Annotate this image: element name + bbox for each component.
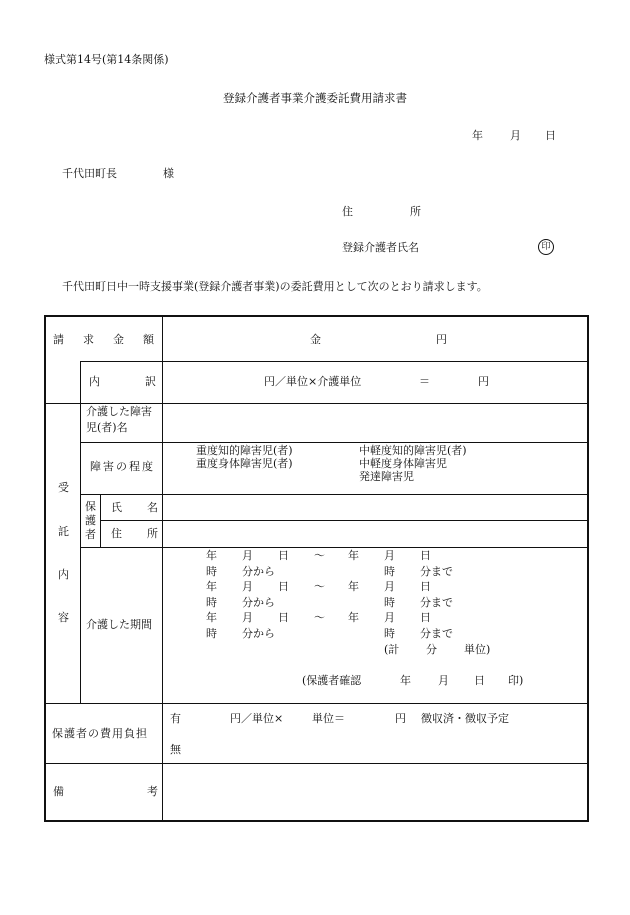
applicant-name-label: 登録介護者氏名	[342, 241, 419, 254]
document-title: 登録介護者事業介護委託費用請求書	[223, 91, 407, 105]
address-label-1: 住	[342, 205, 353, 218]
request-form-table: 請 求 金 額 金 円 内 訳 円／単位×介護単位 ＝ 円 受 託 内 容 介護した障害 児(者)名 障害の程度 重度知的障害児(者) 重度身体障害児(者) 中軽度知的障害児(者) 中軽度身体障害児 発達障害児 保 護 者 氏 名 住 所 介護した期間 年 月 日 ～ 年 月 日 時 分から 時 分まで 年 月 日 ～ 年 月 日 時 分から 時 分まで 年 月 日 ～ 年 月 日 時 分から 時 分まで (計 分 単位) (保護者確認 年 月 日 印) 保護者の費用負担 有 円／単位× 単位＝ 円 徴収済・徴収予定 無 備 考	[44, 315, 589, 822]
guardian-name-label-char: 氏	[111, 501, 122, 514]
disability-option: 中軽度知的障害児(者)	[359, 444, 467, 457]
seal-mark: 印	[538, 239, 554, 255]
date-month-label: 月	[510, 129, 521, 142]
form-number: 様式第14号(第14条関係)	[44, 53, 169, 66]
date-day-label: 日	[545, 129, 556, 142]
child-name-label-line1: 介護した障害	[86, 405, 152, 418]
disability-option: 重度知的障害児(者)	[196, 444, 293, 457]
guardian-name-label-char: 名	[147, 501, 158, 514]
intro-text: 千代田町日中一時支援事業(登録介護者事業)の委託費用として次のとおり請求します。	[62, 280, 488, 293]
child-name-label-line2: 児(者)名	[86, 421, 128, 434]
guardian-address-label-char: 所	[147, 527, 158, 540]
date-year-label: 年	[472, 129, 483, 142]
contract-label-char: 容	[58, 611, 69, 624]
breakdown-label-char: 訳	[145, 375, 156, 388]
contract-label-char: 内	[58, 568, 69, 581]
amount-kin: 金	[310, 333, 321, 346]
guardian-label-char: 保	[85, 500, 96, 513]
remarks-label-char: 備	[53, 785, 64, 798]
breakdown-yen: 円	[478, 375, 489, 388]
breakdown-label-char: 内	[89, 375, 100, 388]
disability-option: 発達障害児	[359, 470, 414, 484]
burden-yen: 円	[395, 712, 406, 725]
burden-no: 無	[170, 743, 181, 756]
guardian-address-label-char: 住	[111, 527, 122, 540]
burden-collection-status: 徴収済・徴収予定	[421, 712, 509, 725]
care-period-label: 介護した期間	[86, 618, 152, 631]
burden-yes: 有	[170, 712, 181, 725]
disability-option: 中軽度身体障害児	[359, 457, 447, 471]
honorific: 様	[163, 167, 174, 180]
guardian-label-char: 者	[85, 528, 96, 541]
contract-label-char: 受	[58, 481, 69, 494]
address-label-2: 所	[410, 205, 421, 218]
amount-yen: 円	[436, 333, 447, 346]
addressee: 千代田町長	[62, 167, 117, 180]
guardian-burden-label: 保護者の費用負担	[52, 727, 148, 740]
amount-label-char: 求	[83, 333, 94, 346]
guardian-label-char: 護	[85, 514, 96, 527]
burden-rate: 円／単位×	[230, 712, 284, 725]
amount-label-char: 金	[113, 333, 124, 346]
burden-units: 単位＝	[312, 712, 345, 725]
disability-level-label: 障害の程度	[90, 460, 155, 473]
contract-label-char: 託	[58, 525, 69, 538]
amount-label-char: 請	[53, 333, 64, 346]
disability-option: 重度身体障害児(者)	[196, 457, 293, 471]
breakdown-equals: ＝	[419, 375, 430, 388]
remarks-label-char: 考	[147, 785, 158, 798]
amount-label-char: 額	[143, 333, 154, 346]
breakdown-unit-formula: 円／単位×介護単位	[264, 375, 362, 388]
